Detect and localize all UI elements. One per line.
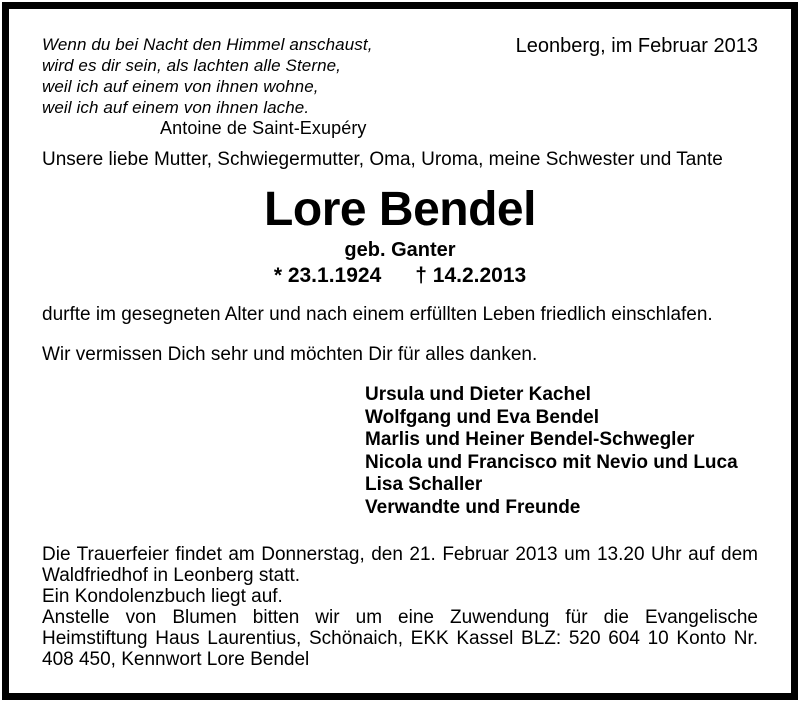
poem-line-2: wird es dir sein, als lachten alle Sterne, [42,56,342,75]
obituary-notice-frame [2,2,798,700]
body-line-2: Wir vermissen Dich sehr und möchten Dir für alles danken. [42,344,538,365]
mourner-row: Marlis und Heiner Bendel-Schwegler [365,429,695,450]
funeral-info-para-1: Die Trauerfeier findet am Donnerstag, den 21. Februar 2013 um 13.20 Uhr auf dem Waldfriedhof in Leonberg statt. [42,544,758,586]
funeral-info-para-2: Ein Kondolenzbuch liegt auf. [42,586,283,607]
mourner-row: Wolfgang und Eva Bendel [365,406,599,428]
birth-date: * 23.1.1924 [273,264,382,287]
intro-line: Unsere liebe Mutter, Schwiegermutter, Oma, Uroma, meine Schwester und Tante [42,149,723,170]
body-line-1: durfte im gesegneten Alter und nach einem erfüllten Leben friedlich einschlafen. [42,304,713,325]
deceased-name: Lore Bendel [264,183,536,236]
mourners-list [365,384,758,519]
header-row [42,34,758,139]
death-date: † 14.2.2013 [415,264,527,287]
poem-attribution: Antoine de Saint-Exupéry [160,118,367,138]
poem-line-4: weil ich auf einem von ihnen lache. [42,98,310,117]
poem-block [42,34,373,139]
mourner-row: Ursula und Dieter Kachel [365,384,591,405]
funeral-info-block [42,544,758,670]
mourner-row: Nicola und Francisco mit Nevio und Luca [365,451,738,473]
funeral-info-para-3: Anstelle von Blumen bitten wir um eine Zuwendung für die Evangelische Heimstiftung Haus Laurentius, Schönaich, EKK Kassel BLZ: 520 604 10 Konto Nr. 408 450, Kennwort Lore Bendel [42,607,758,670]
dateline: Leonberg, im Februar 2013 [515,35,758,57]
mourner-row: Verwandte und Freunde [365,496,581,518]
life-dates-row [42,264,758,288]
mourner-row: Lisa Schaller [365,474,483,495]
birth-name: geb. Ganter [344,239,456,261]
poem-line-3: weil ich auf einem von ihnen wohne, [42,77,319,96]
poem-line-1: Wenn du bei Nacht den Himmel anschaust, [42,35,373,54]
